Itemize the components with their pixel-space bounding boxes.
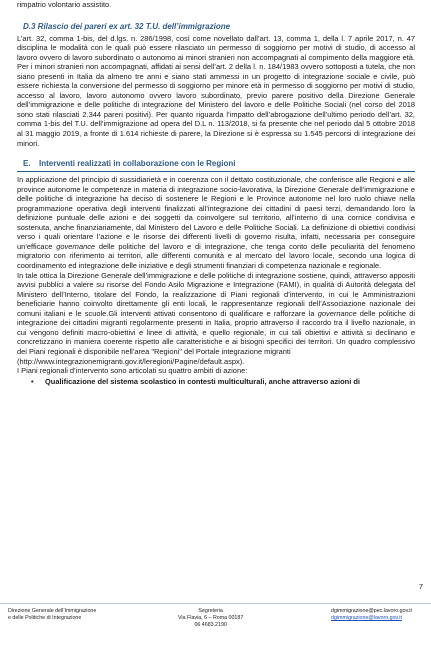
plans-intro: I Piani regionali d’intervento sono articolati su quattro ambiti di azione: [17,366,248,376]
footer-pec-email: dgimmigrazione@pec.lavoro.gov.it [331,608,412,614]
para2-text-b: delle politiche di integrazione dei cittadini migranti regolarmente presenti in Italia, proprio attraverso il raccordo tra il livello nazionale, in cui vengono definiti macro-obiettivi e linee di attività, e quello regionale, in cui tali obiettivi e attività si declinano e concretizzano in maniera coerente rispetto alle caratteristiche e ai bisogni specifici dei territori. Un quadro complessivo dei Piani regionali è disponibile nell’area "Regioni" del Portale integrazione migranti [17,308,415,356]
section-d3-paragraph: L’art. 32, comma 1-bis, del d.lgs. n. 286/1998, così come novellato dall’art. 13, comma 1, della l. 7 aprile 2017, n. 47 disciplina le modalità con le quali può essere rilasciato un permesso di soggiorno per motivi di studio, di accesso al lavoro ovvero di lavoro subordinato o autonomo ai minori stranieri non accompagnati al compimento della maggiore età. Per i minori stranieri non accompagnati, affidati ai sensi dell’art. 2 della l. n. 184/1983 ovvero sottoposti a tutela, che non siano presenti in Italia da almeno tre anni e siano stati ammessi in un progetto di integrazione sociale e civile, può essere richiesta la conversione del permesso di soggiorno per minore età in permesso di soggiorno per motivi di studio, accesso al lavoro, lavoro autonomo ovvero lavoro subordinato, previo parere positivo della Direzione Generale dell’immigrazione e delle politiche di integrazione del Ministero del lavoro e delle Politiche Sociali (nel corso del 2018 sono stati rilasciati 2.344 pareri positivi). Per quanto riguarda l’impatto dell’abrogazione dell’ultimo periodo dell’art. 32, comma 1-bis del T.U. dell’immigrazione ad opera del D.L n. 113/2018, si fa presente che nel periodo dal 5 ottobre 2018 al 31 maggio 2019, a fronte di 1.614 richieste di parere, la Direzione si è espressa su 1.545 percorsi di integrazione dei minori. [17,33,415,148]
section-e-paragraph-1 [17,175,415,270]
bullet-1-text: Qualificazione del sistema scolastico in contesti multiculturali, anche attraverso azioni di [45,376,360,386]
footer-phone: 06 4683.2190 [194,621,227,628]
footer-secretariat [178,608,243,628]
footer [0,603,431,628]
section-d3-heading: D.3 Rilascio dei pareri ex art. 32 T.U. dell’immigrazione [23,21,231,31]
section-e-paragraph-2 [17,271,415,357]
page-body [17,0,415,386]
intro-tail: rimpatrio volontario assistito. [17,0,112,9]
page-number: 7 [418,582,423,591]
bullet-icon: • [31,376,34,386]
para2-text-a: In tale ottica la Direzione Generale dell’immigrazione e delle politiche di integrazione sostiene, quindi, attraverso appositi avvisi pubblici a valere su risorse del Fondo Asilo Migrazione e Integrazione (FAMI), in qualità di Autorità delegata del Ministero dell’Interno, titolare del Fondo, la realizzazione di Piani regionali d’intervento, in cui le Amministrazioni beneficiarie hanno coinvolto direttamente gli enti locali, le rappresentanze regionali dell’Associazione nazionale dei comuni italiani e le scuole.Gli interventi attivati consentono di qualificare e rafforzare la [17,270,415,318]
section-e-letter: E. [23,159,31,169]
para2-governance: governance [317,308,357,318]
footer-dept-line-1: Direzione Generale dell’Immigrazione [8,608,97,614]
para1-text-a: In applicazione del principio di sussidiarietà e in coerenza con il dettato costituzionale, che conferisce alle Regioni e alle province autonome le competenze in materia di integrazione socio-lavorativa, la Direzione Generale dell’immigrazione e delle politiche di integrazione ha deciso di sostenere le Regioni e le Province autonome nel loro ruolo chiave nella programmazione operativa degli interventi finalizzati all’integrazione dei cittadini di paesi terzi, demandando loro la definizione puntuale delle azioni e dei soggetti da coinvolgere sul territorio, all’interno di una cornice condivisa e sostenuta, anche finanziariamente, dal Ministero del Lavoro e delle Politiche Sociali. La definizione di obiettivi condivisi verso i quali orientare l’azione e le risorse dei differenti livelli di governo risulta, infatti, necessaria per conseguire un’efficace [17,175,415,251]
footer-secretariat-label: Segreteria [198,608,223,614]
footer-department [8,608,96,622]
list-item [17,377,415,387]
portal-url: (http://www.integrazionemigranti.gov.it/leregioni/Pagine/default.aspx). [17,356,245,366]
footer-dept-line-2: e delle Politiche di Integrazione [8,614,82,621]
para1-text-b: delle politiche del lavoro e di integrazione, che tenga conto delle peculiarità del fenomeno migratorio con riferimento ai territori, alle differenti comunità e al mercato del lavoro locale, secondo una logica di coordinamento ed integrazione delle iniziative e degli strumenti finanziari di competenza nazionale e regionale. [17,241,415,271]
footer-address: Via Flavia, 6 – Roma 00187 [178,614,244,621]
footer-contacts [331,608,412,622]
section-e-heading [23,159,415,169]
para1-governance: governance [56,241,96,251]
section-e-title: Interventi realizzati in collaborazione con le Regioni [39,159,236,169]
section-e-underline [17,171,415,172]
footer-email-link[interactable]: dgimmigrazione@lavoro.gov.it [331,614,402,621]
